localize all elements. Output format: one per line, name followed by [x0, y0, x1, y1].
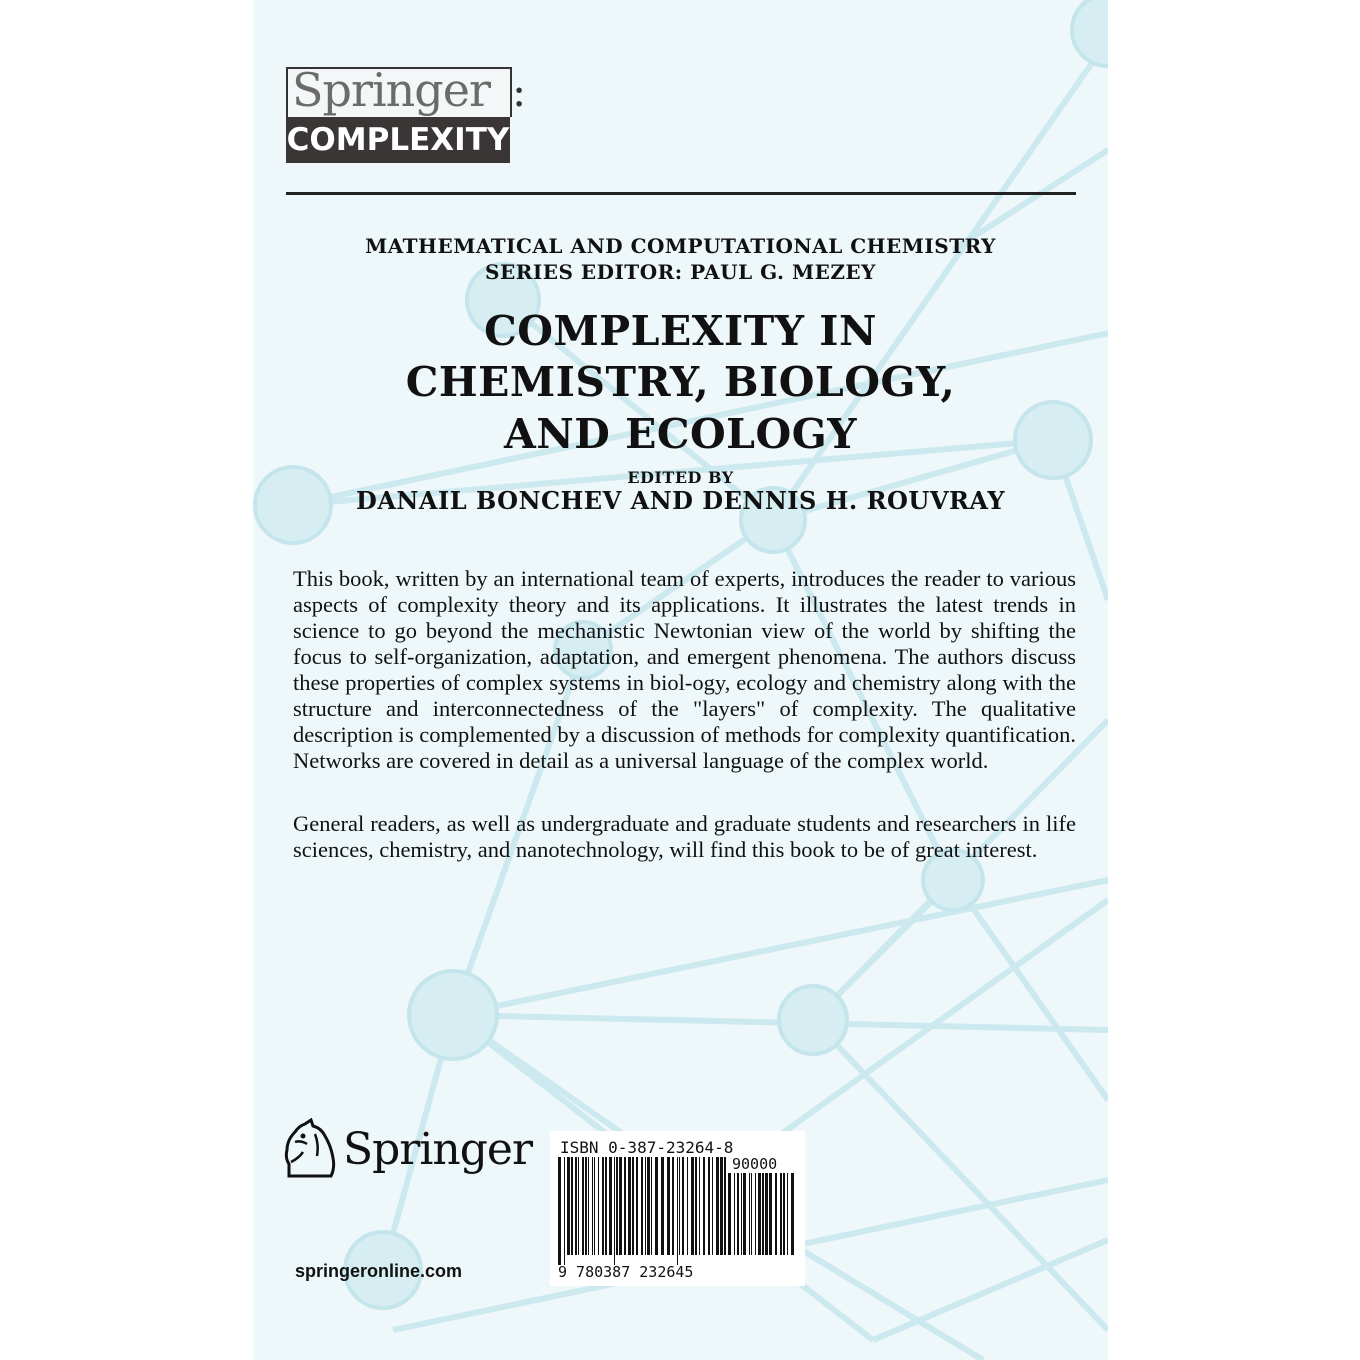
book-title-line-3: AND ECOLOGY: [503, 410, 858, 458]
publisher-name: Springer: [343, 1124, 532, 1175]
publisher-logo: [281, 1118, 532, 1182]
book-title-line-1: COMPLEXITY IN: [484, 307, 877, 355]
audience-paragraph: General readers, as well as undergraduate and graduate students and researchers in life sciences, chemistry, and nanotechnology, will find this book to be of great interest.: [293, 811, 1076, 862]
series-editor: SERIES EDITOR: PAUL G. MEZEY: [485, 260, 876, 284]
series-logo-word: Springer: [292, 63, 490, 117]
barcode-main-bars: [558, 1157, 728, 1265]
series-logo-subtitle: COMPLEXITY: [286, 117, 510, 163]
price-code: 90000: [732, 1155, 778, 1173]
isbn-label: ISBN 0-387-23264-8: [560, 1138, 734, 1157]
horse-head-icon: [281, 1118, 337, 1180]
horizontal-rule: [286, 192, 1076, 195]
series-logo-colon: :: [512, 67, 527, 116]
ean-number: 9 780387 232645: [558, 1263, 694, 1281]
isbn-barcode: [550, 1131, 805, 1286]
book-back-cover: [253, 0, 1108, 1360]
publisher-website: springeronline.com: [295, 1261, 463, 1281]
barcode-addon-bars: [728, 1173, 798, 1265]
editors: DANAIL BONCHEV AND DENNIS H. ROUVRAY: [356, 486, 1005, 515]
book-title-line-2: CHEMISTRY, BIOLOGY,: [405, 358, 956, 406]
edited-by-label: EDITED BY: [627, 468, 734, 487]
description-paragraph: This book, written by an international team of experts, introduces the reader to various aspects of complexity theory and its applications. It illustrates the latest trends in science to go beyond the mechanistic Newtonian view of the world by shifting the focus to self-organization, adaptation, and emergent phenomena. The authors discuss these properties of complex systems in biol-ogy, ecology and chemistry along with the structure and interconnectedness of the "layers" of complexity. The qualitative description is complemented by a discussion of methods for complexity quantification. Networks are covered in detail as a universal language of the complex world.: [293, 566, 1076, 773]
series-logo-top-panel: [286, 63, 512, 117]
series-logo: [286, 63, 527, 163]
series-name: MATHEMATICAL AND COMPUTATIONAL CHEMISTRY: [365, 234, 996, 258]
